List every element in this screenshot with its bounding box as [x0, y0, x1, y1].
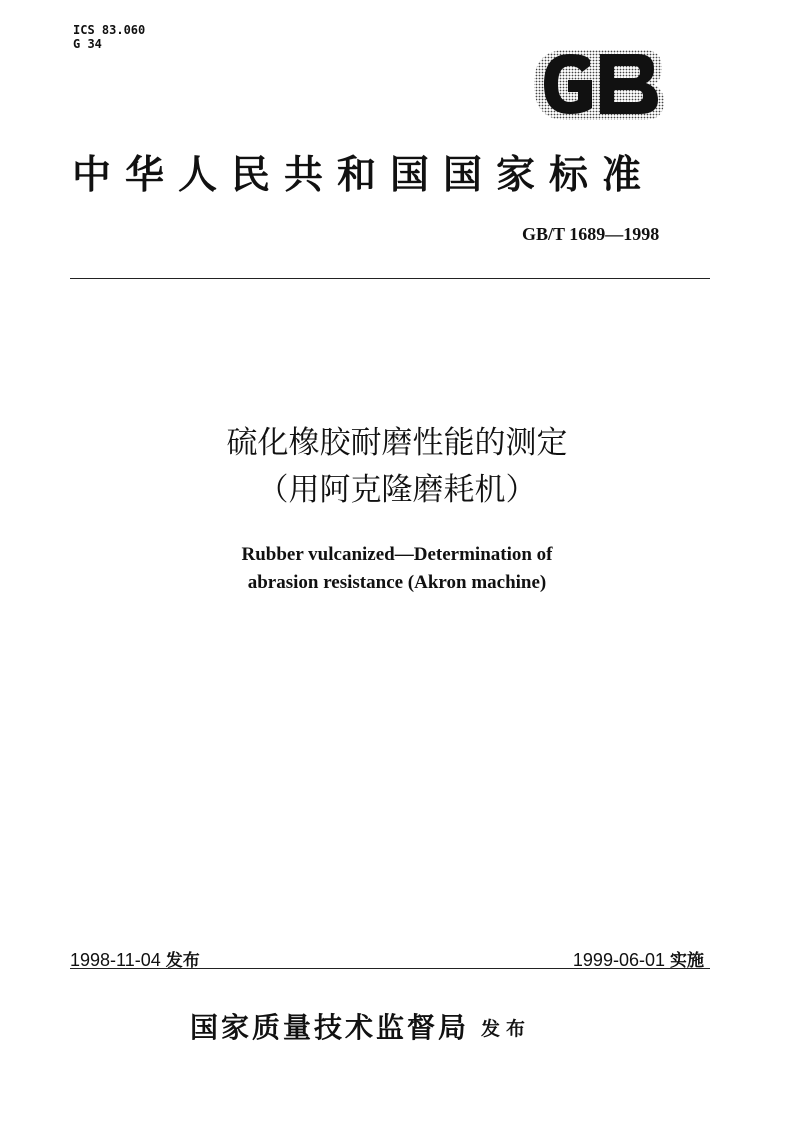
gb-logo — [526, 44, 668, 124]
bottom-divider — [70, 968, 710, 969]
publisher-name: 国家质量技术监督局 — [190, 1011, 470, 1044]
publisher-block — [190, 1006, 531, 1046]
ccs-code: G 34 — [73, 37, 102, 51]
publisher-label: 发布 — [481, 1018, 532, 1040]
chinese-title-line1: 硫化橡胶耐磨性能的测定 — [226, 425, 568, 461]
english-title-line1: Rubber vulcanized—Determination of — [241, 544, 553, 565]
effective-label: 实施 — [670, 951, 704, 971]
issue-label: 发布 — [165, 951, 200, 971]
issue-date: 1998-11-04 — [70, 950, 161, 970]
english-title-line2: abrasion resistance (Akron machine) — [247, 572, 547, 593]
effective-date: 1999-06-01 — [572, 950, 665, 970]
standard-number: GB/T 1689—1998 — [522, 224, 660, 244]
top-divider — [70, 278, 710, 279]
classification-codes — [73, 23, 145, 51]
chinese-title-line2: （用阿克隆磨耗机） — [257, 472, 537, 508]
ics-code: ICS 83.060 — [73, 23, 146, 37]
standard-title: 中华人民共和国国家标准 — [72, 152, 656, 198]
